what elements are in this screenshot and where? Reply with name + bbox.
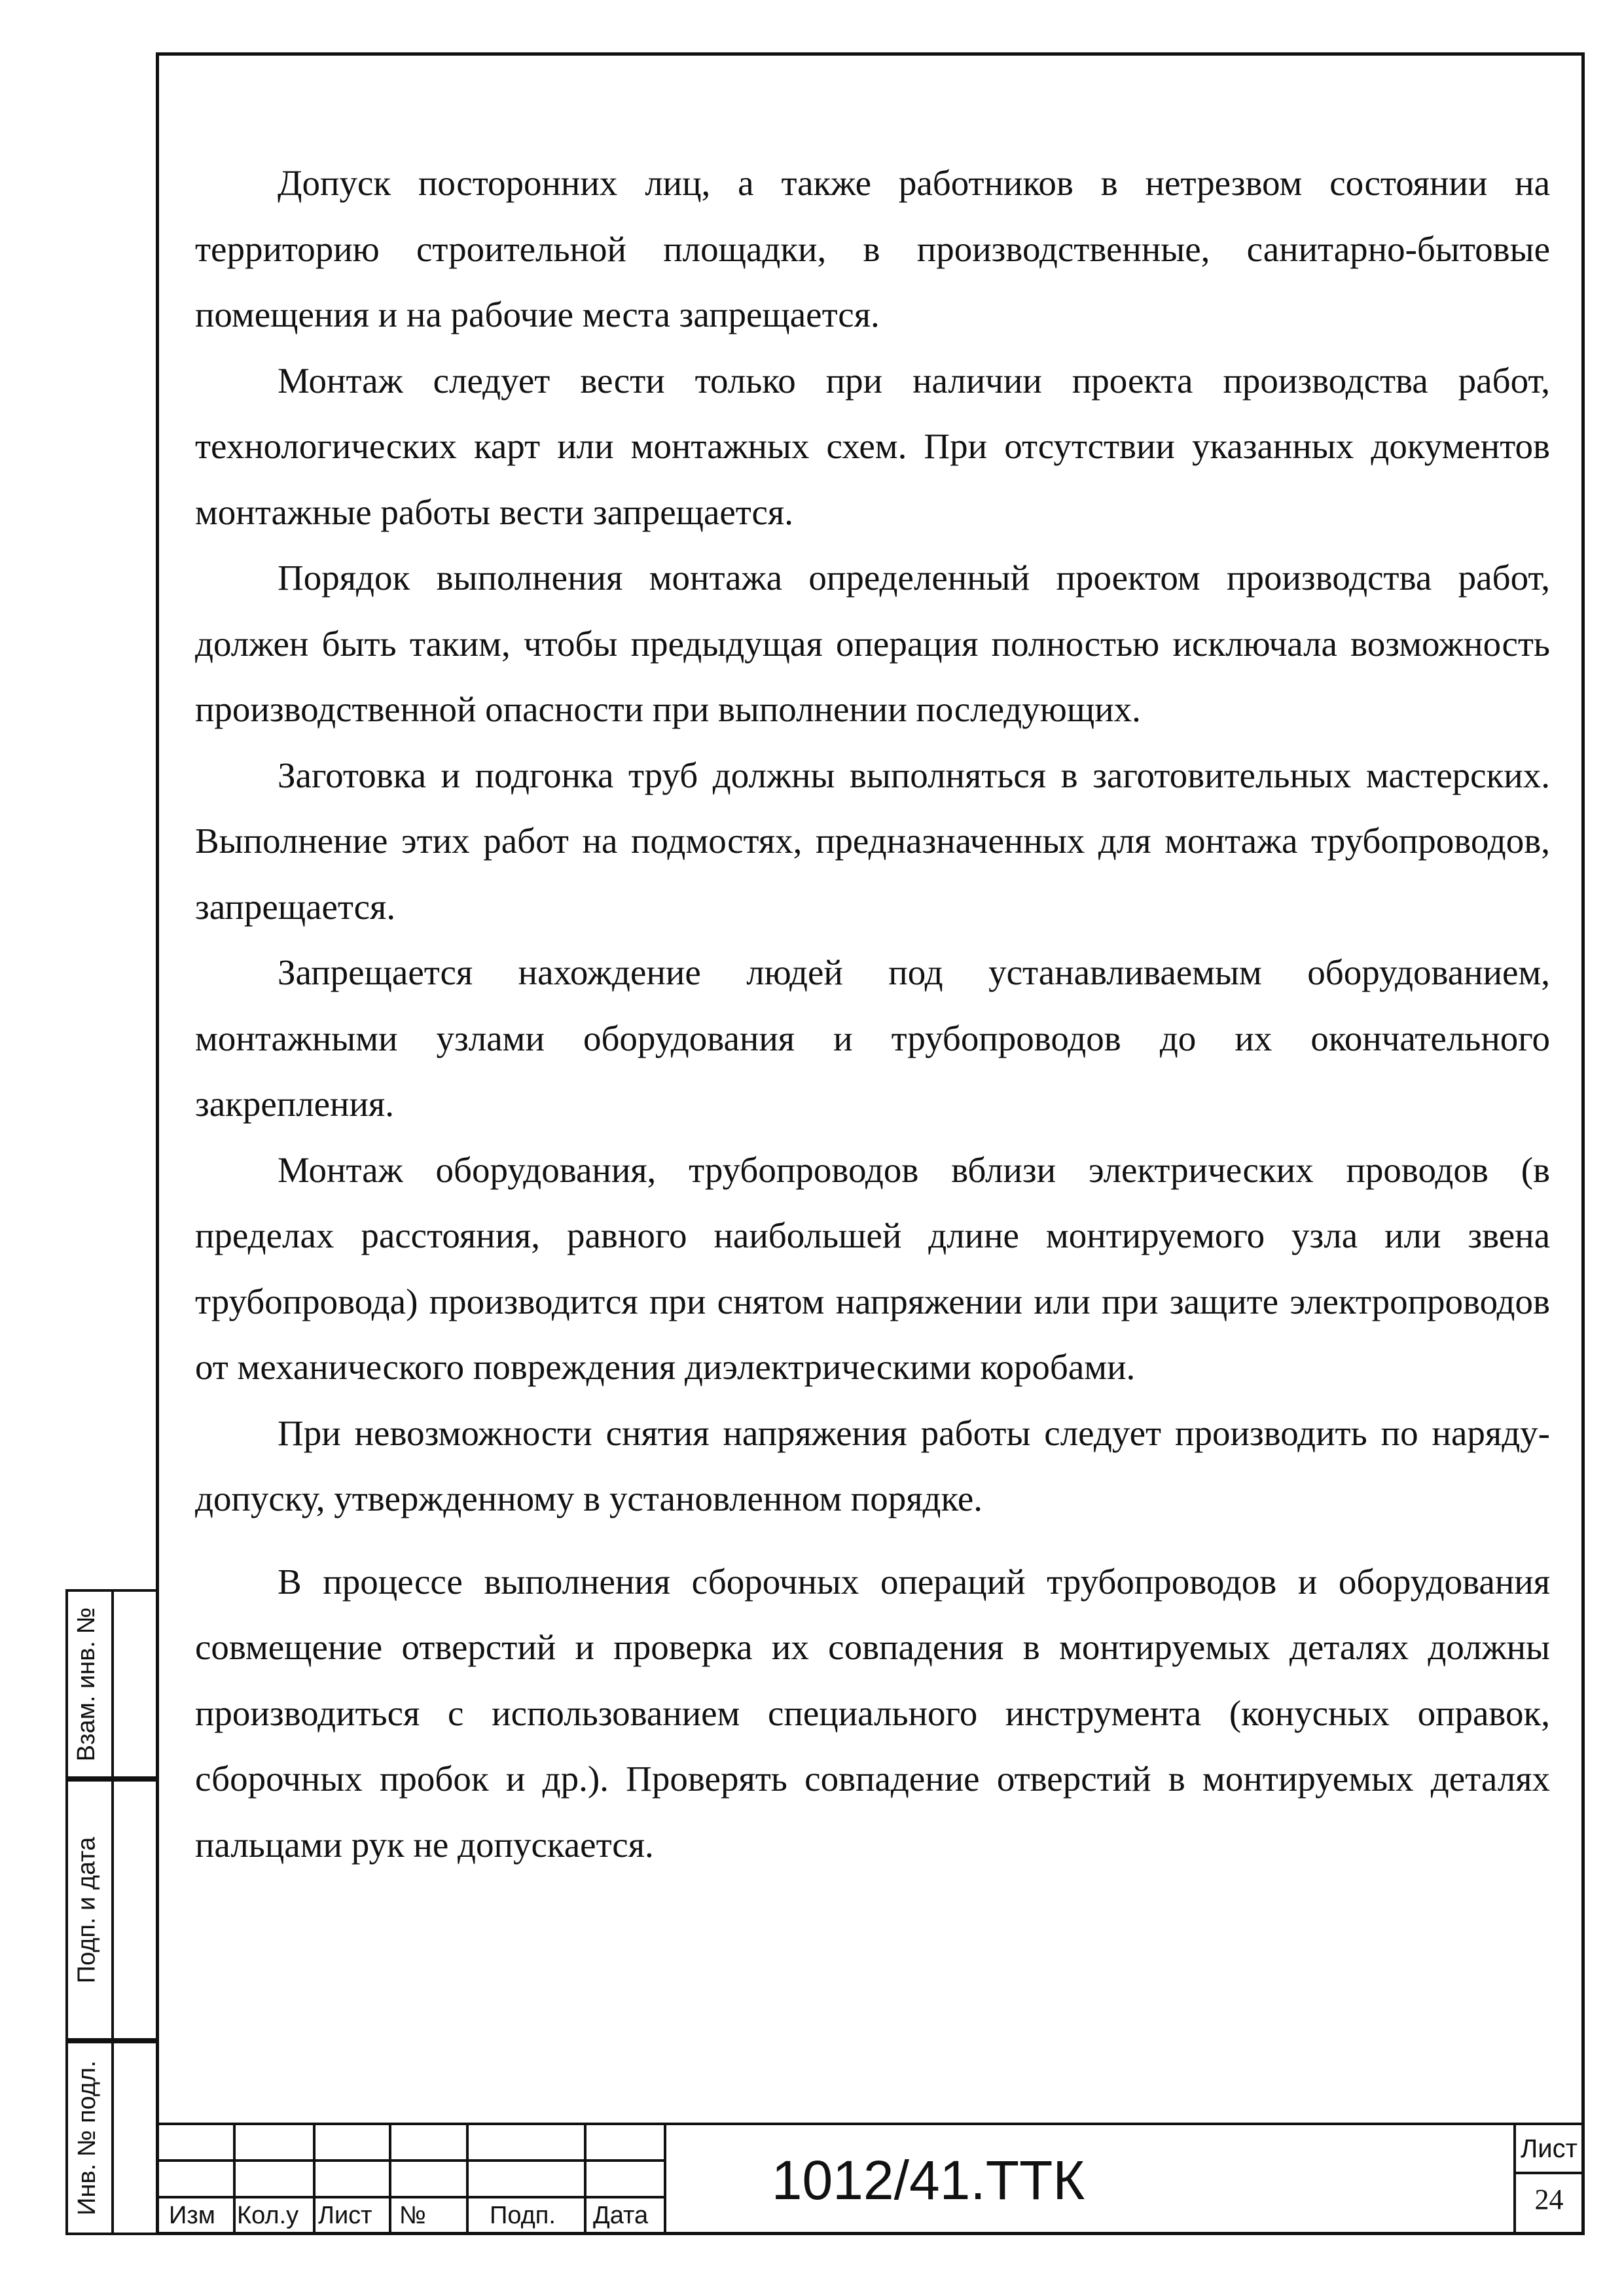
title-block-sheet-divider: [1513, 2172, 1585, 2174]
title-block-col-line: [584, 2123, 586, 2235]
paragraph: Запрещается нахождение людей под устанавливаемым оборудованием, монтажными узлами оборудования и трубопроводов до их окончательного закрепления.: [195, 952, 1550, 1124]
title-block-row-line: [156, 2159, 666, 2162]
title-block-col-line: [466, 2123, 469, 2235]
col-header-podp: Подп.: [490, 2202, 556, 2229]
document-code: 1012/41.ТТК: [771, 2149, 1085, 2211]
side-label-podp: [65, 1779, 109, 2041]
col-header-kol: Кол.у: [237, 2202, 299, 2229]
title-block-row-line: [156, 2196, 666, 2198]
col-header-izm: Изм: [169, 2202, 215, 2229]
col-header-data: Дата: [593, 2202, 649, 2229]
side-label-vzam: [65, 1589, 109, 1779]
title-block-col-line: [233, 2123, 236, 2235]
paragraph: В процессе выполнения сборочных операций трубопроводов и оборудования совмещение отверстий и проверка их совпадения в монтируемых деталях должны производиться с использованием специального инструмента (конусных оправок, сборочных пробок и др.). Проверять совпадение отверстий в монтируемых деталях пальцами рук не допускается.: [195, 1561, 1550, 1865]
side-divider: [111, 2043, 114, 2233]
document-body: [195, 151, 1550, 1878]
title-block-col-line: [389, 2123, 391, 2235]
side-label-text: Инв. № подл.: [73, 2060, 101, 2215]
paragraph: Допуск посторонних лиц, а также работников в нетрезвом состоянии на территорию строительной площадки, в производственные, санитарно-бытовые помещения и на рабочие места запрещается.: [195, 163, 1550, 334]
paragraph: Заготовка и подгонка труб должны выполняться в заготовительных мастерских. Выполнение этих работ на подмостях, предназначенных для монтажа трубопроводов, запрещается.: [195, 755, 1550, 927]
title-block-col-line: [313, 2123, 316, 2235]
paragraph: Монтаж следует вести только при наличии проекта производства работ, технологических карт или монтажных схем. При отсутствии указанных документов монтажные работы вести запрещается.: [195, 360, 1550, 532]
side-divider: [111, 1592, 114, 1776]
col-header-num: №: [399, 2202, 426, 2229]
title-block: [156, 2123, 1585, 2235]
sheet-number: 24: [1534, 2183, 1564, 2215]
title-block-top-border: [156, 2123, 1585, 2125]
side-label-inv: [65, 2041, 109, 2235]
col-header-list: Лист: [318, 2202, 372, 2229]
side-label-text: Подп. и дата: [73, 1837, 101, 1983]
side-label-text: Взам. инв. №: [73, 1607, 101, 1761]
sheet-label: Лист: [1521, 2134, 1578, 2163]
paragraph: Монтаж оборудования, трубопроводов вблизи электрических проводов (в пределах расстояния, равного наибольшей длине монтируемого узла или звена трубопровода) производится при снятом напряжении или при защите электропроводов от механического повреждения диэлектрическими коробами.: [195, 1149, 1550, 1387]
paragraph: Порядок выполнения монтажа определенный проектом производства работ, должен быть таким, чтобы предыдущая операция полностью исключала возможность производственной опасности при выполнении последующих.: [195, 558, 1550, 729]
side-divider: [111, 1782, 114, 2038]
side-stamp: [65, 1589, 156, 2235]
paragraph: При невозможности снятия напряжения работы следует производить по наряду-допуску, утвержденному в установленном порядке.: [195, 1412, 1550, 1518]
